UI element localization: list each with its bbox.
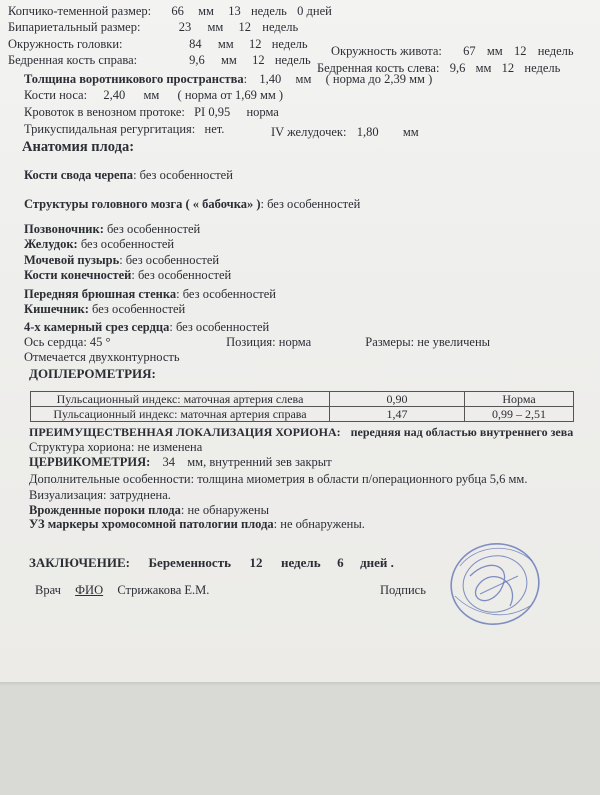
- hc-value: 84: [189, 37, 202, 51]
- femur-left-value: 9,6: [449, 61, 466, 75]
- bpd-weeks: 12: [238, 20, 252, 34]
- doctor-fio: ФИО: [75, 583, 104, 597]
- nt-row: Толщина воротникового пространства: 1,40 мм ( норма до 2,39 мм ): [24, 72, 433, 86]
- iv-value: 1,80: [356, 125, 379, 139]
- stomach-label: Желудок:: [24, 237, 78, 251]
- nt-value: 1,40: [259, 72, 282, 86]
- markers-row: [29, 517, 365, 531]
- bladder-label: Мочевой пузырь: [24, 253, 120, 267]
- heart-row: [24, 320, 269, 334]
- femur-left-unit: мм: [475, 61, 492, 75]
- ac-value: 67: [463, 44, 476, 58]
- venous-norm: норма: [246, 105, 279, 119]
- bpd-unit: мм: [207, 20, 224, 34]
- doctor-row: [35, 583, 209, 597]
- bowel-value: без особенностей: [92, 302, 186, 316]
- additional-features: Дополнительные особенности: толщина миометрия в области п/операционного рубца 5,6 мм.: [29, 472, 528, 486]
- axis-position: Позиция: норма: [226, 335, 312, 349]
- markers-value: : не обнаружены.: [273, 517, 365, 531]
- doppler-value-left: 0,90: [330, 392, 465, 407]
- spine-row: [24, 222, 200, 236]
- conclusion-label: ЗАКЛЮЧЕНИЕ:: [29, 555, 130, 570]
- chorion-label: ПРЕИМУЩЕСТВЕННАЯ ЛОКАЛИЗАЦИЯ ХОРИОНА:: [29, 425, 341, 439]
- abdomen-value: : без особенностей: [176, 287, 276, 301]
- tricuspid-row: [24, 122, 224, 136]
- axis-size: Размеры: не увеличены: [365, 335, 491, 349]
- doppler-value-right: 1,47: [330, 407, 465, 422]
- heart-value: : без особенностей: [169, 320, 270, 334]
- femur-right-weeks: 12: [252, 53, 265, 67]
- axis-label: Ось сердца: 45 °: [24, 335, 111, 349]
- crl-label: Копчико-теменной размер:: [8, 4, 152, 18]
- doppler-table: [30, 391, 574, 422]
- bowel-label: Кишечник:: [24, 302, 89, 316]
- abdomen-label: Передняя брюшная стенка: [24, 287, 177, 301]
- doppler-norm-title: Норма: [465, 392, 574, 407]
- crl-value: 66: [171, 4, 184, 18]
- hc-label: Окружность головки:: [8, 37, 123, 51]
- ac-unit: мм: [486, 44, 503, 58]
- doppler-norm-range: 0,99 – 2,51: [465, 407, 574, 422]
- venous-label: Кровоток в венозном протоке:: [24, 105, 185, 119]
- iv-row: [271, 125, 419, 139]
- hc-unit: мм: [217, 37, 234, 51]
- conclusion-weeks-word: недель: [280, 555, 321, 570]
- brain-label: Структуры головного мозга ( « бабочка» ): [24, 197, 261, 211]
- chorion-value: передняя над областью внутреннего зева: [350, 425, 574, 439]
- doppler-row-right: [31, 407, 574, 422]
- doctor-label: Врач: [35, 583, 61, 597]
- markers-label: УЗ маркеры хромосомной патологии плода: [29, 517, 274, 531]
- nasal-label: Кости носа:: [24, 88, 88, 102]
- hc-row: [8, 37, 308, 51]
- nt-label: Толщина воротникового пространства: [24, 72, 244, 86]
- limbs-label: Кости конечностей: [24, 268, 132, 282]
- limbs-row: [24, 268, 231, 282]
- iv-label: IV желудочек:: [271, 125, 347, 139]
- crl-weeks-word: недель: [250, 4, 287, 18]
- crl-row: [8, 4, 332, 18]
- brain-row: [24, 197, 360, 211]
- femur-right-unit: мм: [221, 53, 237, 67]
- stomach-row: [24, 237, 174, 251]
- signature-label: Подпись: [380, 583, 426, 597]
- conclusion-text: Беременность: [148, 555, 231, 570]
- limbs-value: : без особенностей: [131, 268, 232, 282]
- cervix-value: 34: [162, 455, 176, 469]
- crl-days-word: дней: [306, 4, 332, 18]
- seal-stamp-icon: [440, 536, 550, 631]
- nt-unit: мм: [295, 72, 312, 86]
- femur-left-weeks: 12: [501, 61, 515, 75]
- doppler-label-left: Пульсационный индекс: маточная артерия слева: [31, 392, 330, 407]
- anatomy-title: Анатомия плода:: [22, 139, 135, 155]
- brain-value: : без особенностей: [260, 197, 361, 211]
- venous-row: [24, 105, 279, 119]
- conclusion-days-word: дней .: [360, 555, 394, 570]
- bladder-value: : без особенностей: [119, 253, 220, 267]
- ac-label: Окружность живота:: [331, 44, 442, 58]
- femur-right-value: 9,6: [189, 53, 205, 67]
- bpd-value: 23: [178, 20, 192, 34]
- cervix-label: ЦЕРВИКОМЕТРИЯ:: [29, 455, 151, 469]
- venous-value: PI 0,95: [194, 105, 231, 119]
- femur-left-label: Бедренная кость слева:: [317, 61, 440, 75]
- conclusion-days: 6: [337, 555, 344, 570]
- double-contour: Отмечается двухконтурность: [24, 350, 180, 364]
- hc-weeks-word: недель: [271, 37, 308, 51]
- crl-days: 0: [297, 4, 304, 18]
- crl-weeks: 13: [228, 4, 241, 18]
- tricuspid-label: Трикуспидальная регургитация:: [24, 122, 196, 136]
- doctor-name: Стрижакова Е.М.: [117, 583, 210, 597]
- chorion-row: [29, 425, 573, 439]
- bladder-row: [24, 253, 219, 267]
- doppler-title: ДОПЛЕРОМЕТРИЯ:: [29, 366, 156, 381]
- spine-value: без особенностей: [106, 222, 201, 236]
- defects-label: Врожденные пороки плода: [29, 503, 181, 517]
- chorion-structure: Структура хориона: не изменена: [29, 440, 203, 454]
- femur-right-row: [8, 53, 311, 67]
- bpd-row: [8, 20, 298, 34]
- nasal-norm: ( норма от 1,69 мм ): [177, 88, 284, 102]
- visualization: Визуализация: затруднена.: [29, 488, 171, 502]
- conclusion-row: [29, 556, 394, 570]
- cervix-row: [29, 455, 332, 469]
- tricuspid-value: нет.: [204, 122, 225, 136]
- nasal-unit: мм: [143, 88, 160, 102]
- axis-row: [24, 335, 490, 349]
- nasal-row: [24, 88, 283, 102]
- doppler-row-left: [31, 392, 574, 407]
- femur-left-weeks-word: недель: [524, 61, 561, 75]
- nasal-value: 2,40: [103, 88, 126, 102]
- hc-weeks: 12: [248, 37, 262, 51]
- ac-weeks: 12: [513, 44, 527, 58]
- bpd-label: Бипариетальный размер:: [8, 20, 141, 34]
- ac-weeks-word: недель: [537, 44, 574, 58]
- bpd-weeks-word: недель: [262, 20, 299, 34]
- nt-norm: ( норма до 2,39 мм ): [325, 72, 433, 86]
- doppler-label-right: Пульсационный индекс: маточная артерия справа: [31, 407, 330, 422]
- spine-label: Позвоночник:: [24, 222, 104, 236]
- skull-row: [24, 168, 233, 182]
- defects-row: [29, 503, 269, 517]
- cervix-rest: мм, внутренний зев закрыт: [187, 455, 332, 469]
- heart-label: 4-х камерный срез сердца: [24, 320, 170, 334]
- conclusion-weeks: 12: [249, 555, 263, 570]
- skull-value: : без особенностей: [133, 168, 233, 182]
- bowel-row: [24, 302, 185, 316]
- iv-unit: мм: [402, 125, 419, 139]
- femur-right-label: Бедренная кость справа:: [8, 53, 138, 67]
- skull-label: Кости свода черепа: [24, 168, 134, 182]
- defects-value: : не обнаружены: [180, 503, 269, 517]
- femur-right-weeks-word: недель: [274, 53, 311, 67]
- ac-row: [331, 44, 574, 58]
- abdomen-row: [24, 287, 276, 301]
- stomach-value: без особенностей: [80, 237, 175, 251]
- crl-unit: мм: [198, 4, 214, 18]
- page-edge: [0, 682, 600, 686]
